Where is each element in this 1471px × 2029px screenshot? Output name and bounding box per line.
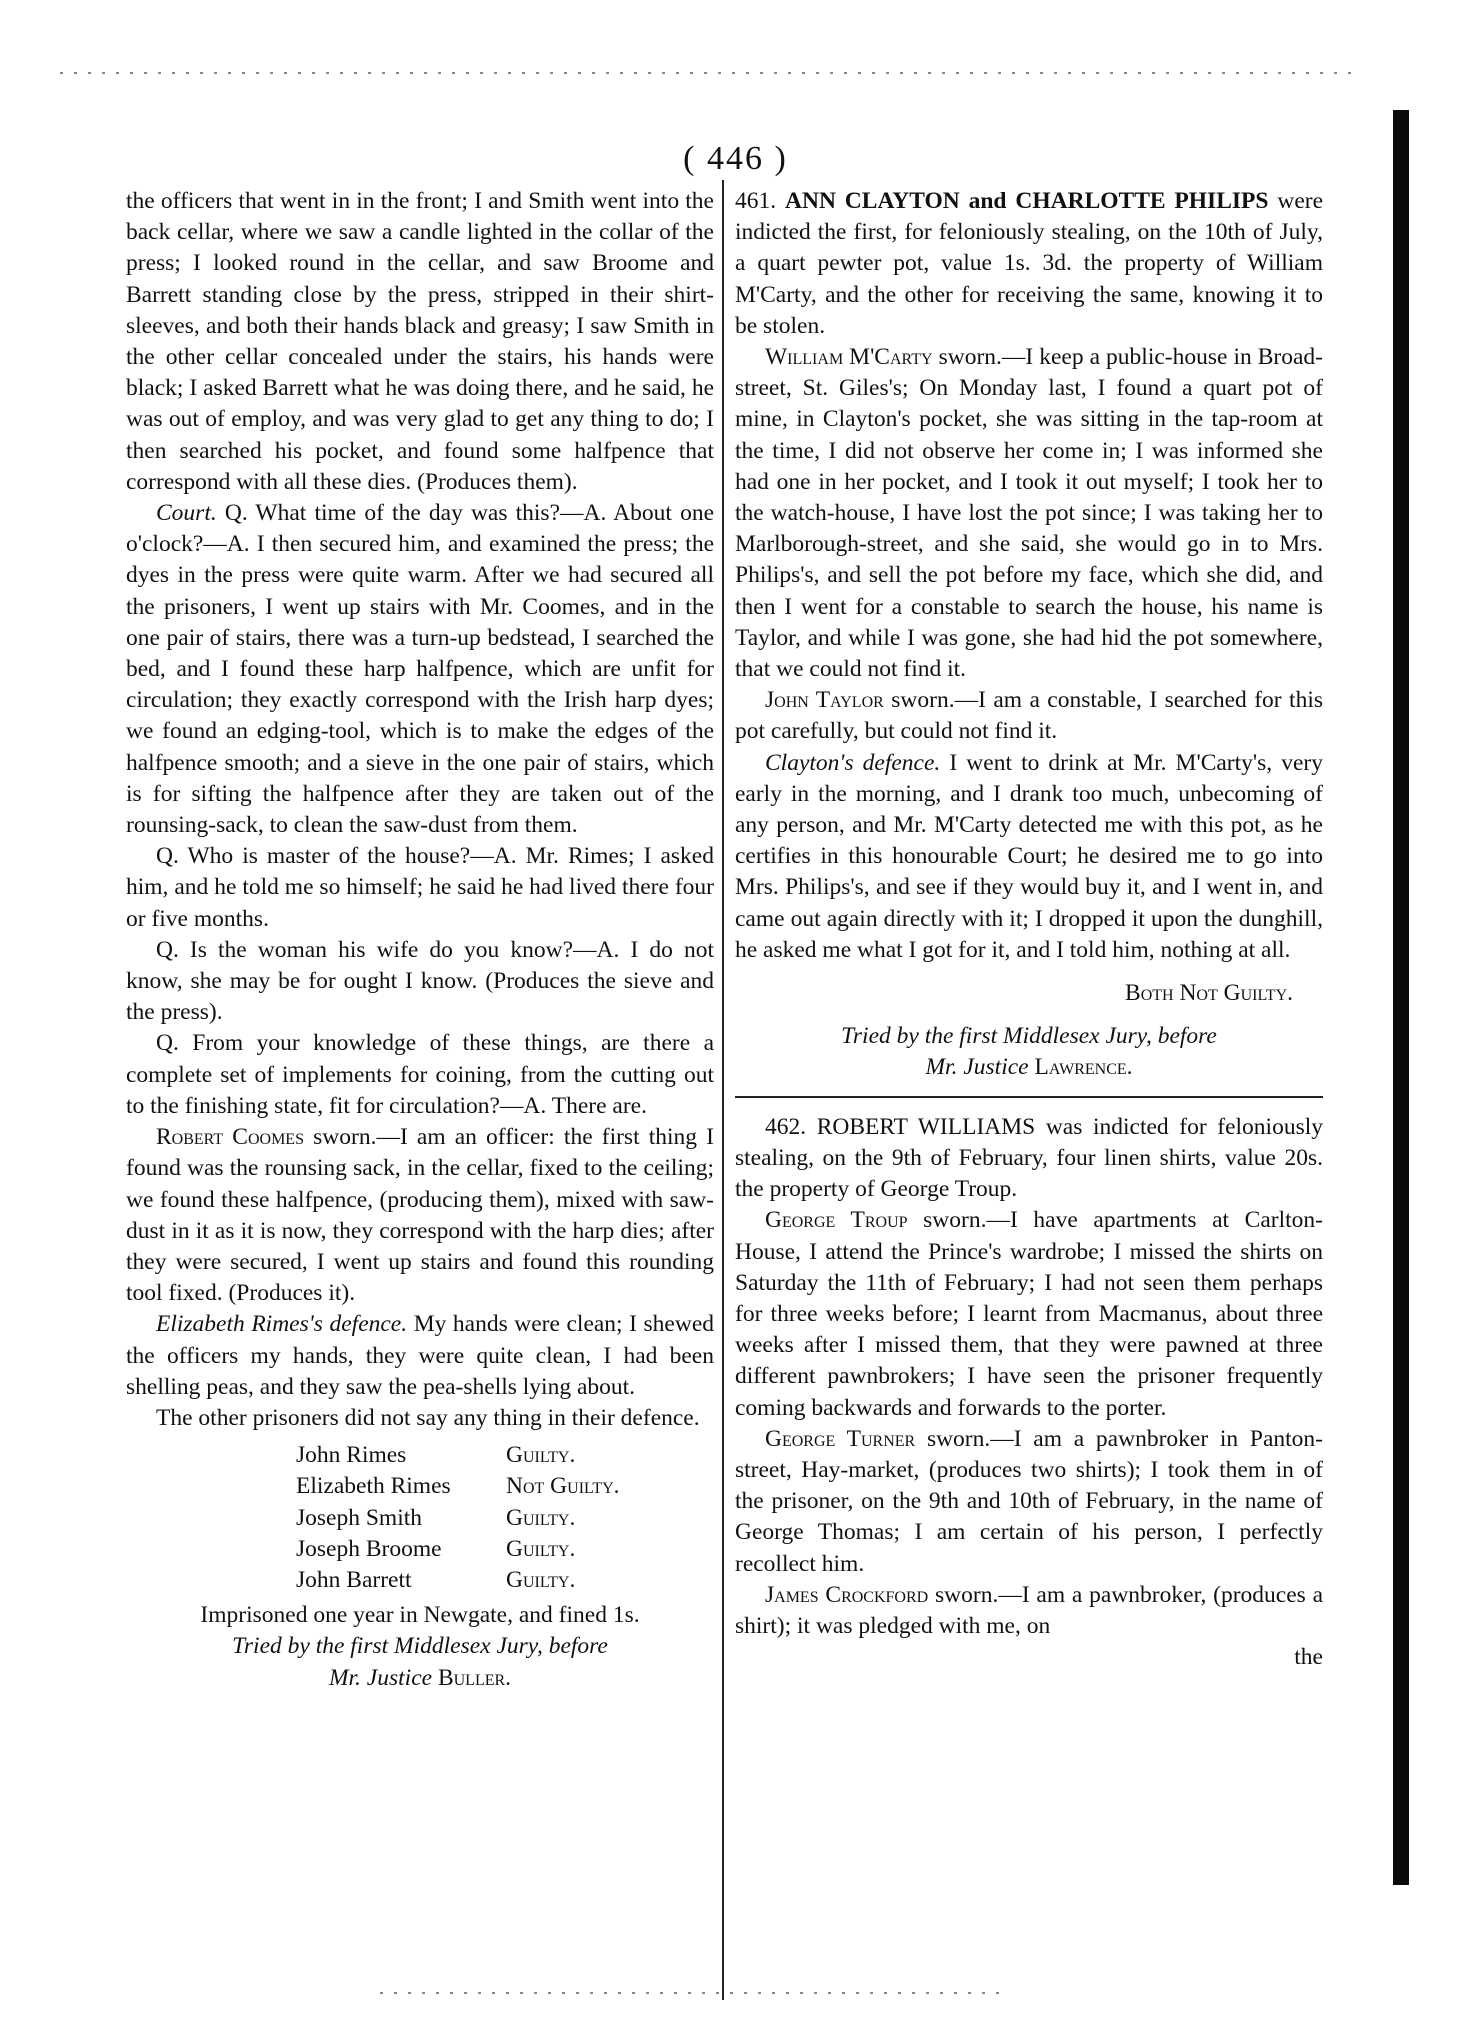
witness-name: James Crockford (765, 1581, 929, 1608)
tried-by-text: Tried by the first Middlesex Jury, before (232, 1633, 608, 1660)
verdict-both (735, 978, 1323, 1009)
verdict-name: Joseph Smith (296, 1504, 423, 1531)
case-461-text: were indicted the first, for feloniously stealing, on the 10th of July, a quart pewter pot, value 1s. 3d. the property of William M'Carty, and the other for receiving the same, knowing it to be stolen. (735, 188, 1324, 339)
right-paragraph-6-text: sworn.—I have apartments at Carlton-House, I attend the Prince's wardrobe; I missed the shirts on Saturday the 11th of February; I had not seen them perhaps for three weeks before; I learnt from Macmanus, about three weeks after I missed them, that they were pawned at three different pawnbrokers; I have seen the prisoner frequently coming backwards and forwards to the porter. (735, 1207, 1323, 1421)
left-paragraph-4: Q. Is the woman his wife do you know?—A. I do not know, she may be for ought I know. (Produces the sieve and the press). (126, 936, 714, 1026)
right-paragraph-8 (735, 1580, 1323, 1642)
witness-name: George Turner (765, 1425, 916, 1452)
case-number: 461. (735, 188, 777, 214)
left-paragraph-3: Q. Who is master of the house?—A. Mr. Rimes; I asked him, and he told me so himself; he said he had lived there four or five months. (126, 843, 714, 932)
right-paragraph-3-text: sworn.—I am a constable, I searched for this pot carefully, but could not find it. (735, 687, 1324, 745)
verdict-value: Not Guilty. (506, 1473, 620, 1500)
judge-line (735, 1052, 1323, 1083)
verdict-value: Guilty. (506, 1566, 576, 1593)
case-separator (735, 1096, 1323, 1098)
judge-name: Lawrence. (1034, 1054, 1133, 1081)
verdict-name: Joseph Broome (296, 1535, 442, 1562)
defence-label: Elizabeth Rimes's defence. (156, 1311, 408, 1338)
verdict-name: Elizabeth Rimes (296, 1473, 451, 1500)
judge-title: Mr. Justice (925, 1054, 1029, 1081)
left-paragraph-2-text: Q. What time of the day was this?—A. About one o'clock?—A. I then secured him, and examined the press; the dyes in the press were quite warm. After we had secured all the prisoners, I went up stairs with Mr. Coomes, and in the one pair of stairs, there was a turn-up bedstead, I searched the bed, and I found these harp halfpence, which are unfit for circulation; they exactly correspond with the Irish harp dyes; we found an edging-tool, which is to make the edges of the halfpence smooth; and a sieve in the one pair of stairs, which is for sifting the halfpence after they are taken out of the rounsing-sack, to clean the saw-dust from them. (126, 500, 714, 839)
verdict-value: Both Not Guilty. (1125, 980, 1293, 1007)
verdict-value: Guilty. (506, 1442, 576, 1469)
witness-name: George Troup (765, 1207, 908, 1234)
page-number: ( 446 ) (683, 140, 788, 177)
left-paragraph-6 (126, 1122, 714, 1309)
left-paragraph-1: the officers that went in in the front; I and Smith went into the back cellar, where we saw a candle lighted in the collar of the press; I looked round in the cellar, and saw Broome and Barrett standing close by the press, stripped in their shirt-sleeves, and both their hands black and greasy; I saw Smith in the other cellar concealed under the stairs, his hands were black; I asked Barrett what he was doing there, and he said, he was out of employ, and was very glad to get any thing to do; I then searched his pocket, and found some halfpence that correspond with all these dies. (Produces them). (126, 188, 714, 495)
right-paragraph-7-text: sworn.—I am a pawnbroker in Panton-street, Hay-market, (produces two shirts); I took them in of the prisoner, on the 9th and 10th of February, in the name of George Thomas; I am certain of his person, I perfectly recollect him. (735, 1425, 1323, 1577)
case-462 (735, 1112, 1323, 1206)
verdict-value: Guilty. (506, 1504, 576, 1531)
right-paragraph-3 (735, 685, 1323, 747)
sentence: Imprisoned one year in Newgate, and fined 1s. (200, 1602, 640, 1629)
catchword: the (1294, 1644, 1323, 1671)
case-461 (735, 186, 1323, 342)
column-divider (722, 180, 724, 2000)
defendant-names: ANN CLAYTON and CHARLOTTE PHILIPS (785, 188, 1269, 214)
right-paragraph-2 (735, 342, 1323, 685)
left-paragraph-6-text: sworn.—I am an officer: the first thing I found was the rounsing sack, in the cellar, fixed to the ceiling; we found these halfpence, (producing them), mixed with saw-dust in it as it is now, they correspond with the harp dies; after they were secured, I went up stairs and found this rounding tool fixed. (Produces it). (126, 1124, 715, 1307)
left-paragraph-7-text: My hands were clean; I shewed the officers my hands, they were quite clean, I had been shelling peas, and they saw the pea-shells lying about. (126, 1311, 715, 1400)
tried-by-line (126, 1631, 714, 1662)
right-column (735, 186, 1323, 1673)
judge-line (126, 1663, 714, 1694)
verdict-row (296, 1534, 714, 1565)
left-column (126, 186, 714, 1694)
left-paragraph-7 (126, 1309, 714, 1403)
verdict-list (296, 1440, 714, 1596)
case-number: 462. (765, 1113, 807, 1140)
witness-name: William M'Carty (765, 344, 933, 371)
judge-title: Mr. Justice (328, 1664, 433, 1691)
right-paragraph-7 (735, 1424, 1323, 1580)
witness-name: John Taylor (765, 687, 884, 714)
tried-by-line (735, 1021, 1323, 1052)
tried-by-text: Tried by the first Middlesex Jury, before (841, 1023, 1217, 1050)
defence-label: Clayton's defence. (765, 749, 941, 776)
right-paragraph-6 (735, 1205, 1323, 1423)
judge-name: Buller. (437, 1664, 512, 1691)
verdict-row (296, 1503, 714, 1534)
case-462-text: was indicted for feloniously stealing, on the 9th of February, four linen shirts, value 20s. the property of George Troup. (735, 1113, 1323, 1203)
left-paragraph-2 (126, 498, 714, 841)
verdict-name: John Barrett (296, 1566, 412, 1593)
scan-noise-bottom (380, 1992, 1000, 1994)
verdict-row (296, 1471, 714, 1502)
right-paragraph-2-text: sworn.—I keep a public-house in Broad-street, St. Giles's; On Monday last, I found a quart pot of mine, in Clayton's pocket, she was sitting in the tap-room at the time, I did not observe her come in; I was informed she had one in her pocket, and I took it out myself; I took her to the watch-house, I have lost the pot since; I was taking her to Marlborough-street, and she said, she would go in to Mrs. Philips's, and sell the pot before my face, which she did, and then I went for a constable to search the house, his name is Taylor, and while I was gone, she had hid the pot somewhere, that we could not find it. (735, 344, 1324, 683)
verdict-name: John Rimes (296, 1442, 407, 1469)
court-label: Court. (156, 500, 217, 527)
verdict-row (296, 1440, 714, 1471)
verdict-row (296, 1565, 714, 1596)
left-paragraph-5: Q. From your knowledge of these things, are there a complete set of implements for coining, from the cutting out to the finishing state, fit for circulation?—A. There are. (126, 1030, 714, 1119)
page-edge-shadow (1393, 110, 1409, 1885)
defendant-names: ROBERT WILLIAMS (816, 1113, 1036, 1140)
scan-noise-top (60, 72, 1360, 74)
right-paragraph-8-text: sworn.—I am a pawnbroker, (produces a shirt); it was pledged with me, on (735, 1581, 1323, 1639)
right-paragraph-4 (735, 748, 1323, 966)
right-paragraph-4-text: I went to drink at Mr. M'Carty's, very early in the morning, and I drank too much, unbecoming of any person, and Mr. M'Carty detected me with this pot, as he certifies in this honourable Court; he desired me to go into Mrs. Philips's, and see if they would buy it, and I went in, and came out again directly with it; I dropped it upon the dunghill, he asked me what I got for it, and I told him, nothing at all. (735, 749, 1323, 963)
verdict-value: Guilty. (506, 1535, 576, 1562)
left-paragraph-8: The other prisoners did not say any thing in their defence. (156, 1404, 700, 1431)
witness-name: Robert Coomes (156, 1124, 304, 1151)
